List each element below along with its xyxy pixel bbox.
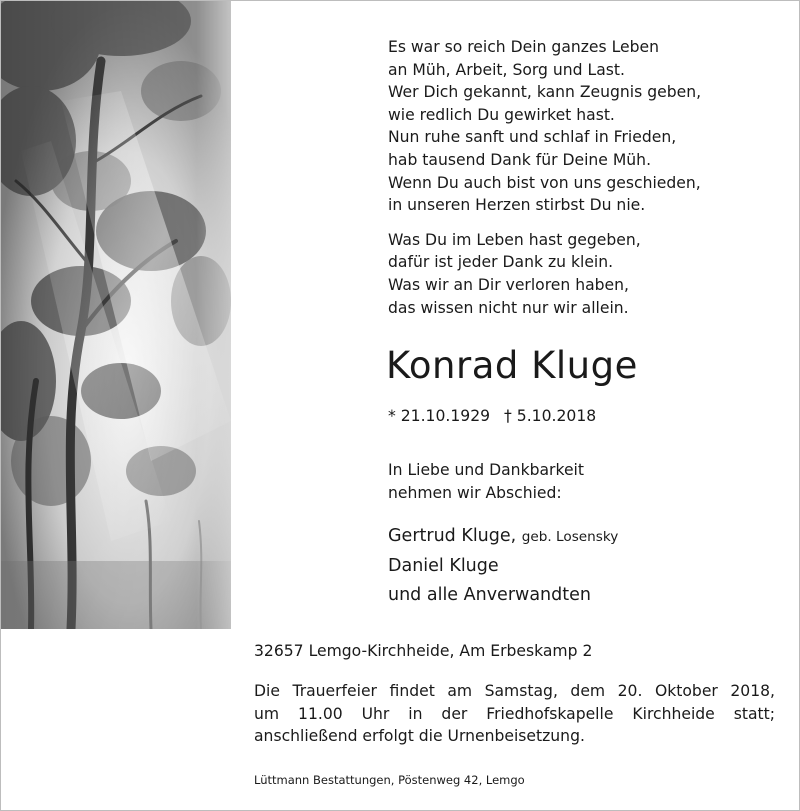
family-address: 32657 Lemgo-Kirchheide, Am Erbeskamp 2 [254,642,593,660]
death-date: † 5.10.2018 [504,407,597,425]
service-line: Die Trauerfeier findet am Samstag, dem 20. Oktober 2018, [254,682,775,700]
poem-line: Es war so reich Dein ganzes Leben [388,38,659,56]
poem-line: Wenn Du auch bist von uns geschieden, [388,173,701,192]
birth-date: * 21.10.1929 [388,407,491,425]
funeral-service-info [254,680,775,748]
poem-stanza-2 [388,229,701,319]
poem-stanza-1 [388,36,701,217]
service-line: um 11.00 Uhr in der Friedhofskapelle Kirchheide statt; [254,704,775,723]
mourner-second: Daniel Kluge [388,556,499,576]
mourner-relatives: und alle Anverwandten [388,585,591,605]
forest-photo [1,1,231,629]
poem-line: das wissen nicht nur wir allein. [388,298,629,317]
poem-line: Was Du im Leben hast gegeben, [388,230,641,249]
life-dates [388,405,596,427]
poem-line: wie redlich Du gewirket hast. [388,105,615,124]
poem-line: Was wir an Dir verloren haben, [388,275,629,294]
poem-line: an Müh, Arbeit, Sorg und Last. [388,60,625,79]
service-line: anschließend erfolgt die Urnenbeisetzung. [254,727,585,746]
deceased-name: Konrad Kluge [386,344,638,387]
farewell-line: nehmen wir Abschied: [388,483,562,502]
poem [388,36,701,331]
poem-line: hab tausend Dank für Deine Müh. [388,150,652,169]
poem-line: dafür ist jeder Dank zu klein. [388,253,614,272]
undertaker-credit: Lüttmann Bestattungen, Pöstenweg 42, Lemgo [254,773,525,787]
poem-line: Wer Dich gekannt, kann Zeugnis geben, [388,83,702,102]
mourners-list [388,522,618,610]
farewell-line: In Liebe und Dankbarkeit [388,461,584,479]
poem-line: Nun ruhe sanft und schlaf in Frieden, [388,128,677,147]
mourner-name: Gertrud Kluge, [388,526,517,546]
mourner-first [388,522,618,552]
maiden-name-note: geb. Losensky [521,529,619,545]
farewell-text [388,459,584,504]
poem-line: in unseren Herzen stirbst Du nie. [388,196,646,215]
